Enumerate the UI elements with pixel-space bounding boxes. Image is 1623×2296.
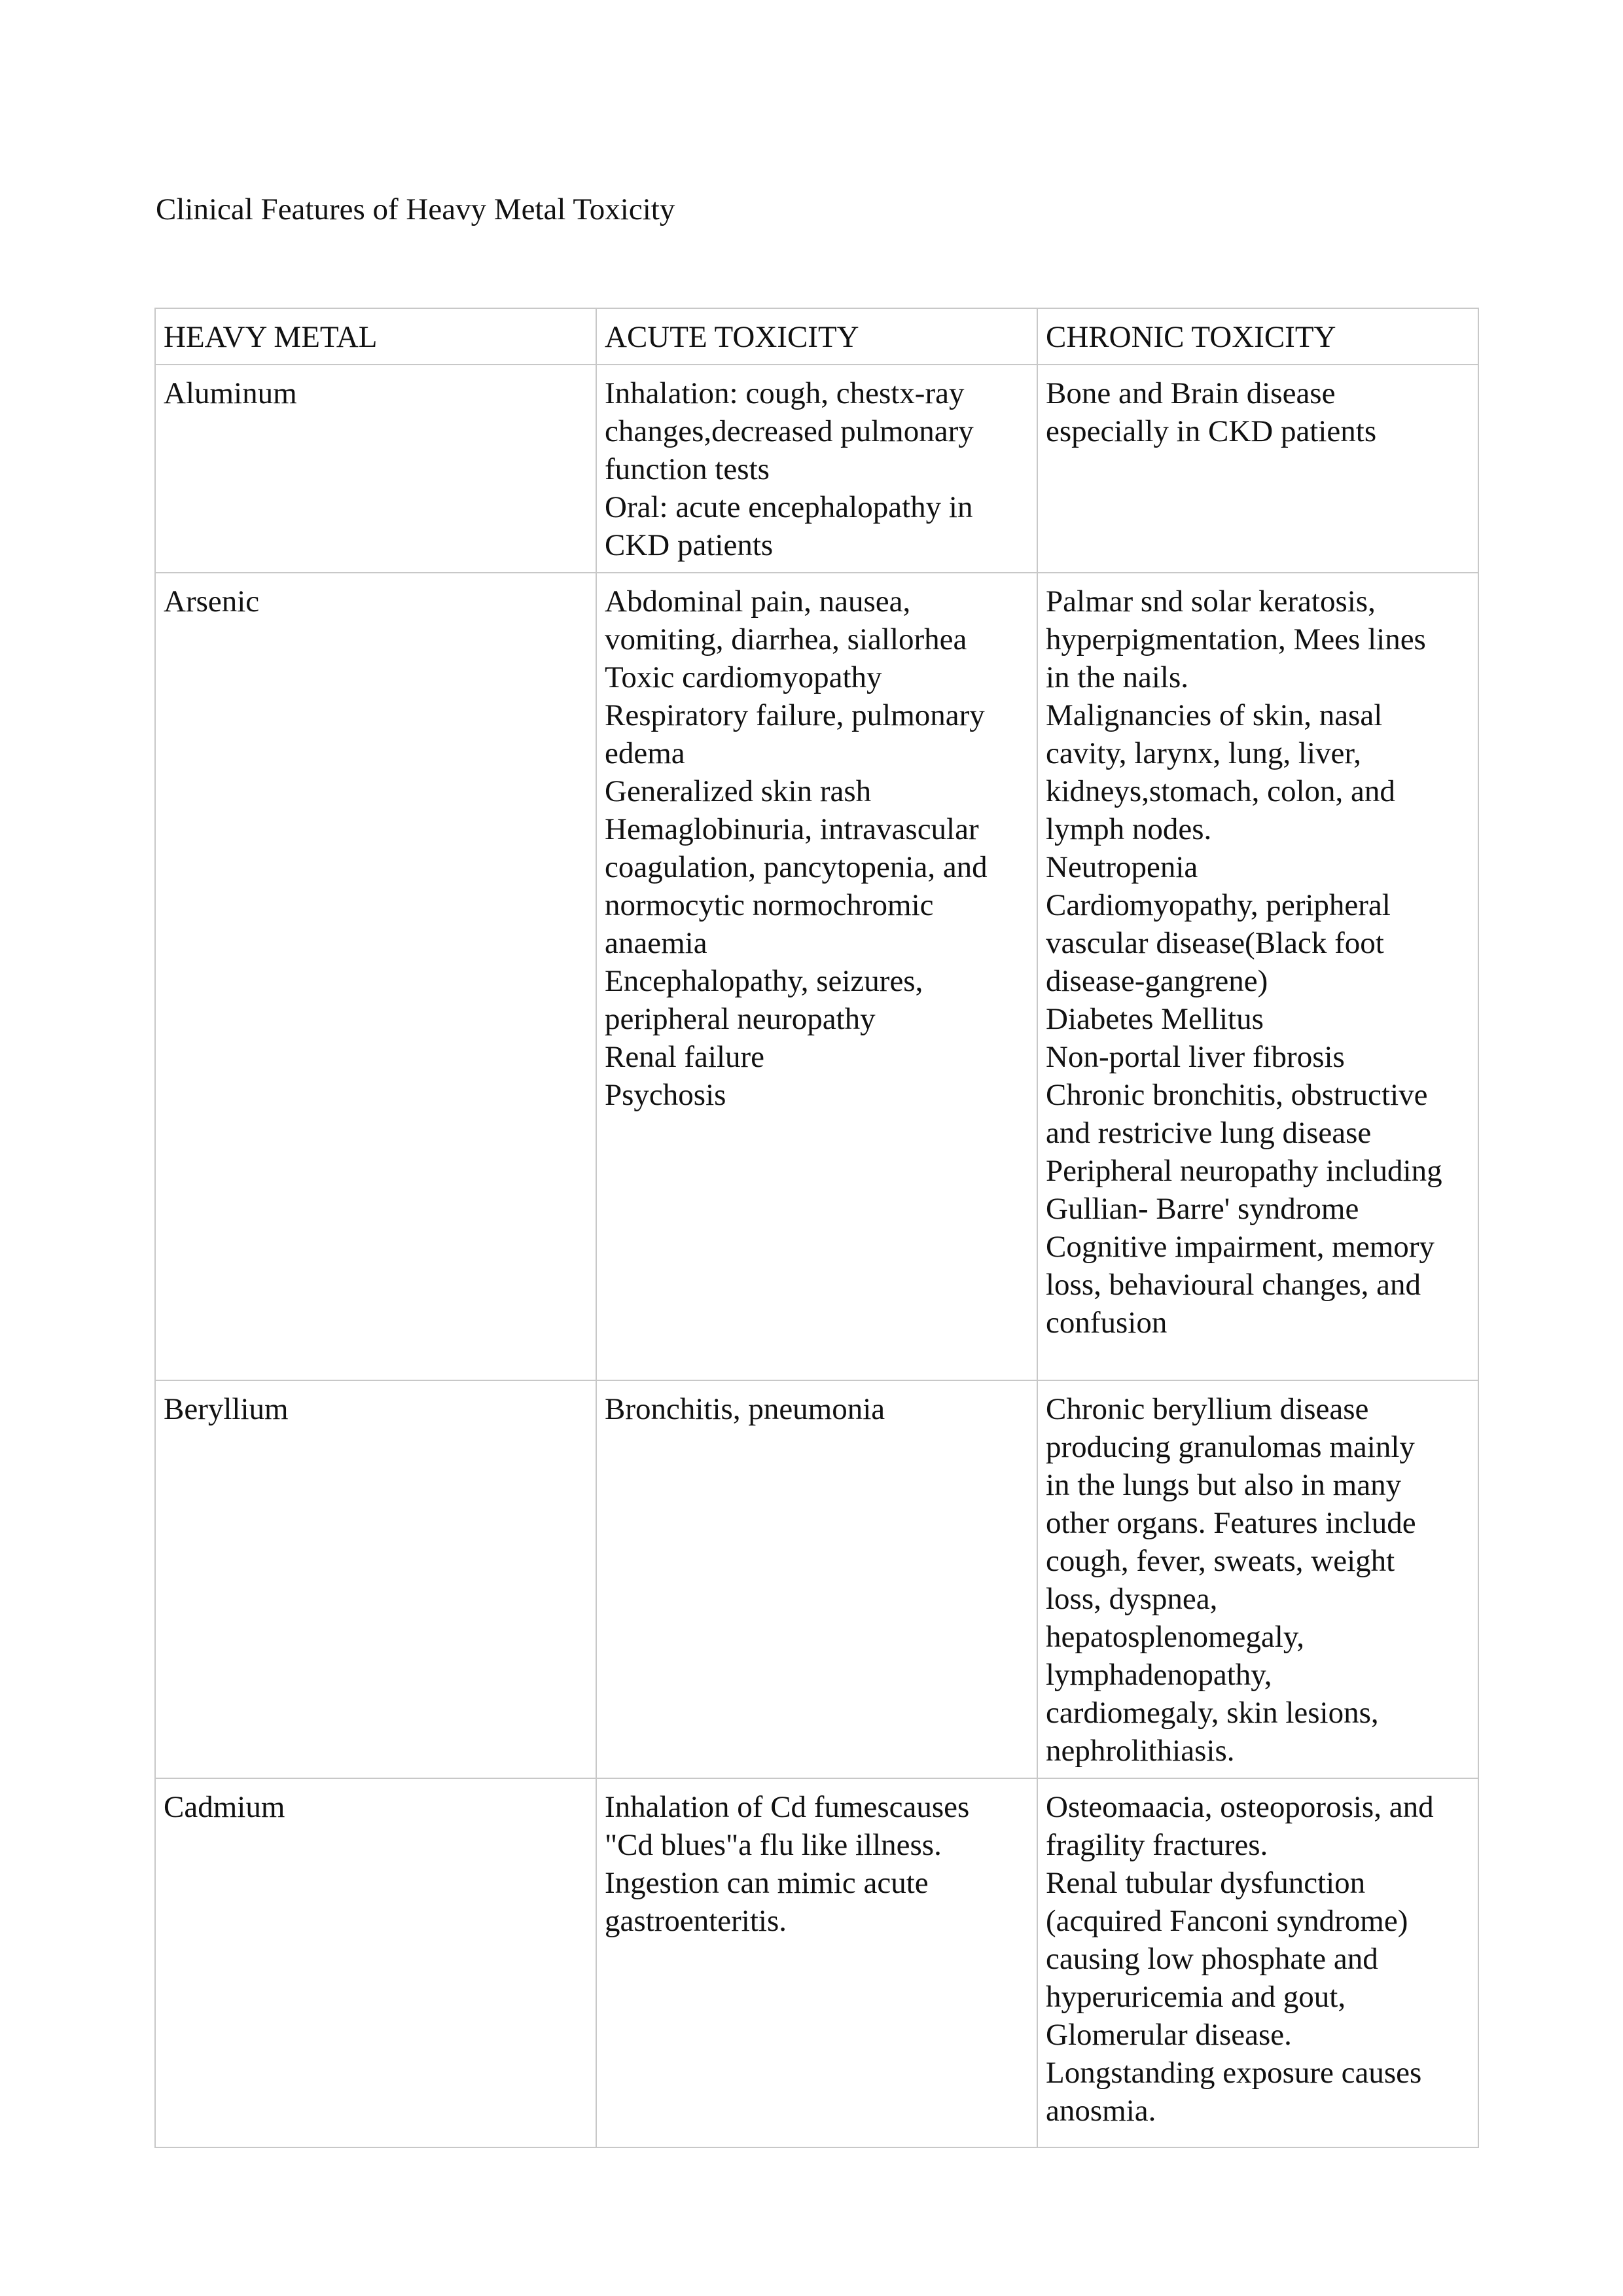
- cell-text-line: loss, dyspnea,: [1046, 1582, 1218, 1616]
- cell-text-line: and restricive lung disease: [1046, 1116, 1372, 1150]
- cell-text-line: confusion: [1046, 1306, 1168, 1340]
- cell-text-line: hepatosplenomegaly,: [1046, 1620, 1305, 1654]
- cell-text-line: hyperuricemia and gout,: [1046, 1980, 1346, 2014]
- cell-text-line: Osteomaacia, osteoporosis, and: [1046, 1790, 1434, 1824]
- chronic-toxicity-cell: [1037, 1380, 1478, 1778]
- cell-text-line: anosmia.: [1046, 2094, 1156, 2128]
- cell-text-line: Bone and Brain disease: [1046, 376, 1336, 410]
- cell-text-line: Respiratory failure, pulmonary: [605, 698, 985, 732]
- cell-text-line: Hemaglobinuria, intravascular: [605, 812, 979, 846]
- cell-text-line: CKD patients: [605, 528, 774, 562]
- metal-name-cell: Arsenic: [155, 573, 596, 1380]
- chronic-toxicity-cell: [1037, 573, 1478, 1380]
- metal-name-cell: Cadmium: [155, 1778, 596, 2147]
- cell-text-line: Palmar snd solar keratosis,: [1046, 584, 1376, 619]
- metal-name-cell: Aluminum: [155, 365, 596, 573]
- cell-text-line: normocytic normochromic: [605, 888, 934, 922]
- cell-text-line: anaemia: [605, 926, 707, 960]
- cell-text-line: vomiting, diarrhea, siallorhea: [605, 622, 967, 656]
- cell-text-line: in the nails.: [1046, 660, 1188, 694]
- cell-text-line: Psychosis: [605, 1078, 726, 1112]
- cell-text-line: in the lungs but also in many: [1046, 1468, 1402, 1502]
- cell-text-line: "Cd blues"a flu like illness.: [605, 1828, 942, 1862]
- cell-text-line: function tests: [605, 452, 770, 486]
- toxicity-table: [154, 308, 1479, 2148]
- cell-text-line: Inhalation: cough, chestx-ray: [605, 376, 965, 410]
- cell-text-line: cardiomegaly, skin lesions,: [1046, 1696, 1379, 1730]
- cell-text-line: Chronic beryllium disease: [1046, 1392, 1369, 1426]
- cell-text-line: fragility fractures.: [1046, 1828, 1268, 1862]
- cell-text-line: Neutropenia: [1046, 850, 1198, 884]
- table-row: [155, 1380, 1478, 1778]
- cell-text-line: Diabetes Mellitus: [1046, 1002, 1264, 1036]
- cell-text-line: Inhalation of Cd fumescauses: [605, 1790, 970, 1824]
- cell-text-line: Encephalopathy, seizures,: [605, 964, 923, 998]
- header-heavy-metal: HEAVY METAL: [155, 308, 596, 365]
- acute-toxicity-cell: [596, 1380, 1037, 1778]
- cell-text-line: loss, behavioural changes, and: [1046, 1268, 1421, 1302]
- cell-text-line: edema: [605, 736, 685, 770]
- table-row: [155, 573, 1478, 1380]
- cell-text-line: Bronchitis, pneumonia: [605, 1392, 885, 1426]
- metal-name-cell: Beryllium: [155, 1380, 596, 1778]
- table-row: [155, 365, 1478, 573]
- header-acute-toxicity: ACUTE TOXICITY: [596, 308, 1037, 365]
- cell-text-line: Longstanding exposure causes: [1046, 2056, 1422, 2090]
- cell-text-line: other organs. Features include: [1046, 1506, 1416, 1540]
- cell-text-line: cough, fever, sweats, weight: [1046, 1544, 1395, 1578]
- cell-text-line: coagulation, pancytopenia, and: [605, 850, 988, 884]
- cell-text-line: changes,decreased pulmonary: [605, 414, 974, 448]
- cell-text-line: causing low phosphate and: [1046, 1942, 1378, 1976]
- cell-text-line: Non-portal liver fibrosis: [1046, 1040, 1345, 1074]
- cell-text-line: Generalized skin rash: [605, 774, 872, 808]
- cell-text-line: Renal failure: [605, 1040, 765, 1074]
- cell-text-line: Peripheral neuropathy including: [1046, 1154, 1442, 1188]
- cell-text-line: producing granulomas mainly: [1046, 1430, 1415, 1464]
- cell-text-line: Cardiomyopathy, peripheral: [1046, 888, 1391, 922]
- header-chronic-toxicity: CHRONIC TOXICITY: [1037, 308, 1478, 365]
- cell-text-line: vascular disease(Black foot: [1046, 926, 1384, 960]
- table-header-row: [155, 308, 1478, 365]
- page-title: Clinical Features of Heavy Metal Toxicity: [156, 192, 675, 226]
- acute-toxicity-cell: [596, 573, 1037, 1380]
- cell-text-line: Oral: acute encephalopathy in: [605, 490, 973, 524]
- cell-text-line: especially in CKD patients: [1046, 414, 1377, 448]
- cell-text-line: Cognitive impairment, memory: [1046, 1230, 1435, 1264]
- cell-text-line: kidneys,stomach, colon, and: [1046, 774, 1395, 808]
- acute-toxicity-cell: [596, 1778, 1037, 2147]
- cell-text-line: lymphadenopathy,: [1046, 1658, 1272, 1692]
- cell-text-line: lymph nodes.: [1046, 812, 1212, 846]
- cell-text-line: (acquired Fanconi syndrome): [1046, 1904, 1408, 1938]
- cell-text-line: disease-gangrene): [1046, 964, 1268, 998]
- cell-text-line: Glomerular disease.: [1046, 2018, 1292, 2052]
- cell-text-line: Chronic bronchitis, obstructive: [1046, 1078, 1428, 1112]
- cell-text-line: gastroenteritis.: [605, 1904, 787, 1938]
- cell-text-line: Renal tubular dysfunction: [1046, 1866, 1366, 1900]
- cell-text-line: Ingestion can mimic acute: [605, 1866, 929, 1900]
- cell-text-line: Gullian- Barre' syndrome: [1046, 1192, 1359, 1226]
- cell-text-line: Malignancies of skin, nasal: [1046, 698, 1383, 732]
- cell-text-line: hyperpigmentation, Mees lines: [1046, 622, 1426, 656]
- cell-text-line: nephrolithiasis.: [1046, 1734, 1235, 1768]
- cell-text-line: cavity, larynx, lung, liver,: [1046, 736, 1361, 770]
- cell-text-line: Toxic cardiomyopathy: [605, 660, 882, 694]
- chronic-toxicity-cell: [1037, 1778, 1478, 2147]
- acute-toxicity-cell: [596, 365, 1037, 573]
- cell-text-line: Abdominal pain, nausea,: [605, 584, 911, 619]
- table-row: [155, 1778, 1478, 2147]
- chronic-toxicity-cell: [1037, 365, 1478, 573]
- cell-text-line: peripheral neuropathy: [605, 1002, 876, 1036]
